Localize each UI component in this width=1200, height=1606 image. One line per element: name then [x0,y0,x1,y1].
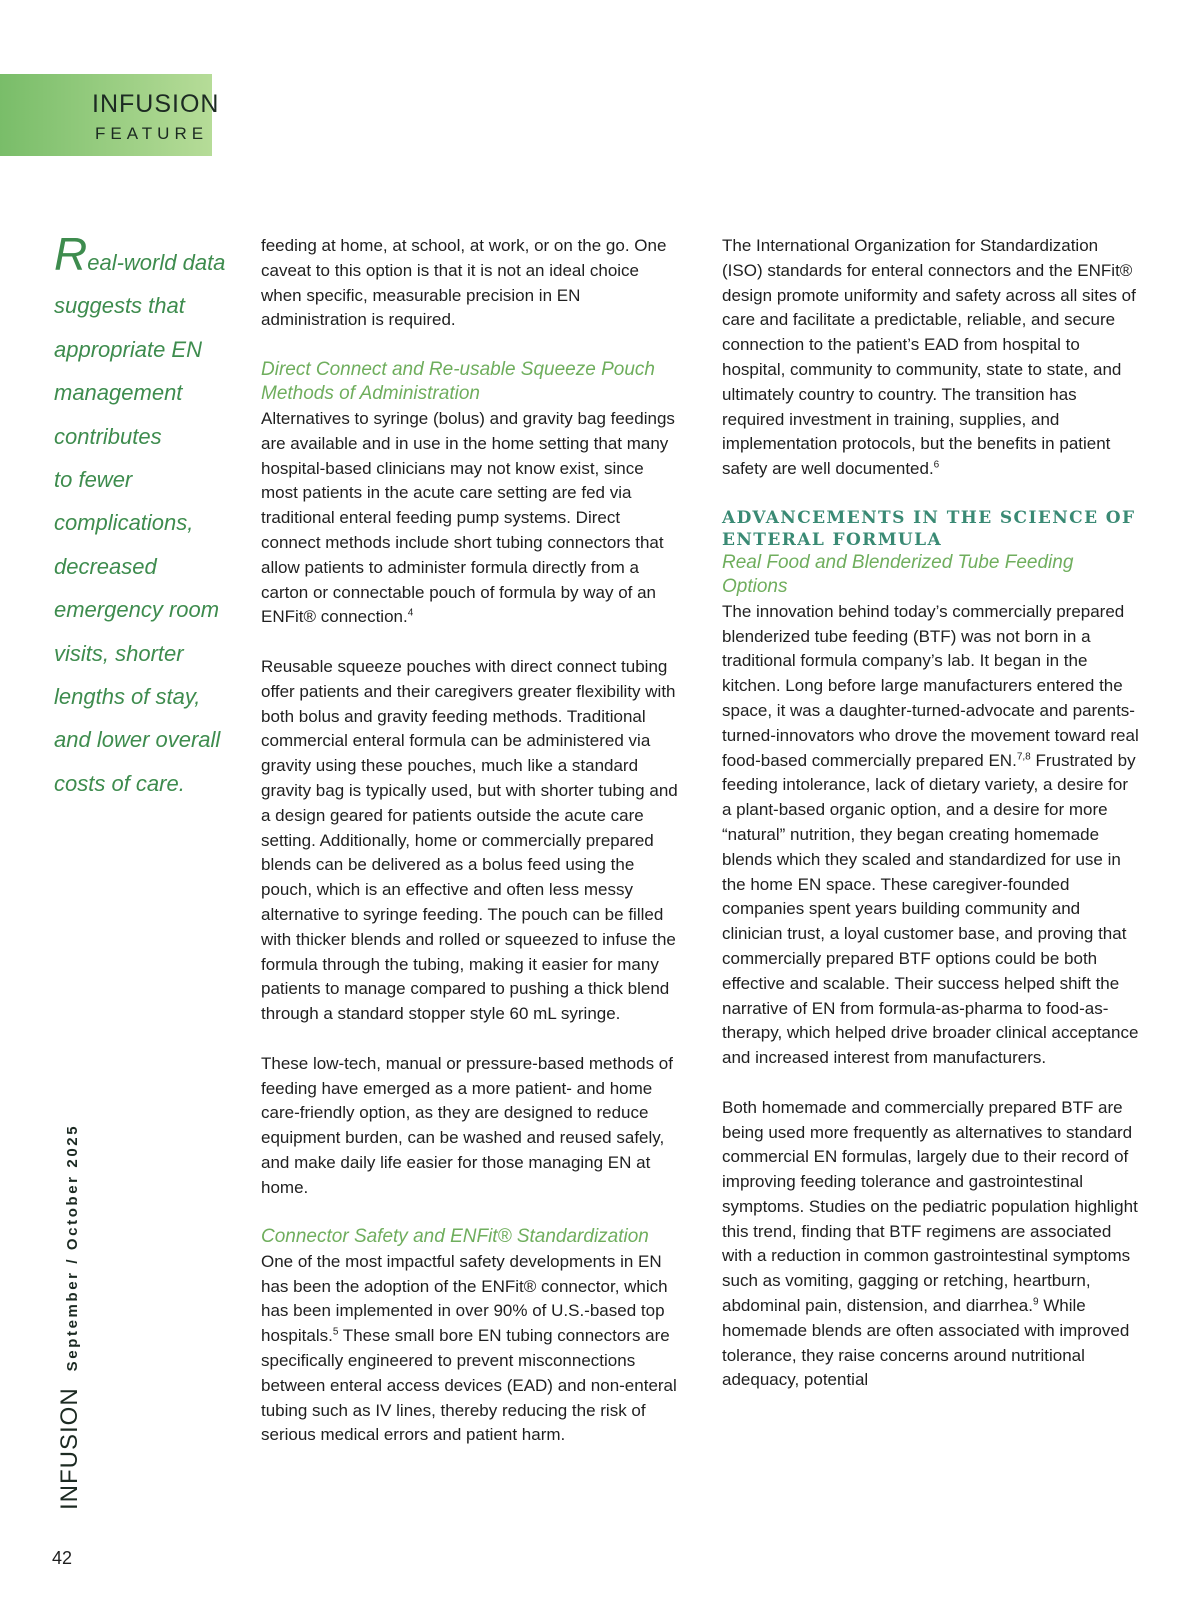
page-number: 42 [52,1548,73,1568]
pull-quote-line: to fewer [54,467,133,493]
paragraph-text: Both homemade and commercially prepared BTF are being used more frequently as alternatives to standard commercial EN formulas, largely due to their record of improving feeding tolerance and gastrointestinal symptoms. Studies on the pediatric population highlight this trend, finding that BTF regimens are associated with a reduction in common gastrointestinal symptoms such as vomiting, gagging or retching, heartburn, abdominal pain, distension, and diarrhea. [722,1097,1138,1316]
paragraph-text: While homemade blends are often associated with improved tolerance, they raise concerns around nutritional adequacy, potential [722,1296,1130,1390]
article-column-2 [722,234,1142,1393]
paragraph-text: These small bore EN tubing connectors are specifically engineered to prevent misconnections between enteral access devices (EAD) and non-enteral tubing such as IV lines, thereby reducing the risk of serious medical errors and patient harm. [261,1326,677,1445]
reference-number: 7,8 [1016,750,1031,762]
paragraph-text: The International Organization for Standardization (ISO) standards for enteral connectors and the ENFit® design promote uniformity and safety across all sites of care and facilitate a predictable, reliable, and secure connection to the patient’s EAD from hospital to hospital, community to community, state to state, and ultimately country to country. The transition has required investment in training, supplies, and implementation protocols, but the benefits in patient safety are well documented. [722,236,1136,479]
pull-quote [54,228,239,805]
reference-number: 5 [332,1326,339,1338]
pull-quote-line: and lower overall [54,727,221,753]
paragraph-text: One of the most impactful safety developments in EN has been the adoption of the ENFit® connector, which has been implemented in over 90% of U.S.-based top hospitals. [261,1251,668,1346]
pull-quote-line: eal-world data [87,250,226,275]
pull-quote-line: costs of care. [54,770,185,796]
pull-quote-line: appropriate EN [54,336,202,362]
pull-quote-line: emergency room [54,597,220,623]
article-column-1 [261,234,681,1448]
pull-quote-line: contributes [54,423,162,449]
paragraph-text: Frustrated by feeding intolerance, lack of dietary variety, a desire for a plant-based organic option, and a desire for more “natural” nutrition, they began creating homemade blends which they scaled and standardized for use in the home EN space. These caregiver-founded companies spent years building community and clinician trust, a loyal customer base, and proving that commercially prepared BTF options could be both effective and scalable. Their success helped shift the narrative of EN from formula-as-pharma to food-as-therapy, which helped drive broader clinical acceptance and increased interest from manufacturers. [722,750,1139,1068]
pull-quote-line: suggests that [54,293,185,319]
paragraph [261,1250,681,1448]
paragraph [722,600,1142,1071]
pull-quote-line: lengths of stay, [54,684,201,710]
subheading: Connector Safety and ENFit® Standardization [261,1226,649,1248]
paragraph: feeding at home, at school, at work, or on the go. One caveat to this option is that it is not an ideal choice when specific, measurable precision in EN administration is required. [261,236,667,330]
reference-number: 9 [1032,1296,1039,1308]
subheading: Real Food and Blenderized Tube Feeding Options [722,551,1074,598]
issue-date: September / October 2025 [64,1123,81,1372]
pull-quote-initial: R [54,228,88,280]
pull-quote-line: visits, shorter [54,640,184,666]
pull-quote-line: complications, [54,510,194,536]
sidebar-logo: INFUSION [56,1387,83,1510]
paragraph [722,1096,1142,1394]
paragraph [261,407,681,630]
vertical-sidebar [56,1124,84,1510]
section-heading: ADVANCEMENTS IN THE SCIENCE OF ENTERAL FORMULA [722,507,1136,550]
paragraph [722,234,1142,482]
paragraph: Reusable squeeze pouches with direct connect tubing offer patients and their caregivers greater flexibility with both bolus and gravity feeding methods. Traditional commercial enteral formula can be administered via gravity using these pouches, much like a standard gravity bag is typically used, but with shorter tubing and a design geared for patients outside the acute care setting. Additionally, home or commercially prepared blends can be delivered as a bolus feed using the pouch, which is an effective and often less messy alternative to syringe feeding. The pouch can be filled with thicker blends and rolled or squeezed to infuse the formula through the tubing, making it easier for many patients to manage compared to pushing a thick blend through a standard stopper style 60 mL syringe. [261,656,678,1024]
magazine-logo: INFUSION [92,90,220,118]
section-label: FEATURE [95,124,209,143]
paragraph: These low-tech, manual or pressure-based methods of feeding have emerged as a more patient- and home care-friendly option, as they are designed to reduce equipment burden, can be washed and reused safely, and make daily life easier for those managing EN at home. [261,1053,673,1197]
reference-number: 6 [933,459,940,471]
pull-quote-line: decreased [54,553,157,579]
subheading: Direct Connect and Re-usable Squeeze Pouch Methods of Administration [261,358,655,405]
pull-quote-line: management [54,380,183,406]
paragraph-text: Alternatives to syringe (bolus) and gravity bag feedings are available and in use in the home setting that many hospital-based clinicians may not know exist, since most patients in the acute care setting are fed via traditional enteral feeding pump systems. Direct connect methods include short tubing connectors that allow patients to administer formula directly from a carton or connectable pouch of formula by way of an ENFit® connection. [261,408,675,627]
paragraph-text: The innovation behind today’s commercially prepared blenderized tube feeding (BTF) was not born in a traditional formula company’s lab. It began in the kitchen. Long before large manufacturers entered the space, it was a daughter-turned-advocate and parents-turned-innovators who drove the movement toward real food-based commercially prepared EN. [722,601,1139,770]
reference-number: 4 [407,607,414,619]
